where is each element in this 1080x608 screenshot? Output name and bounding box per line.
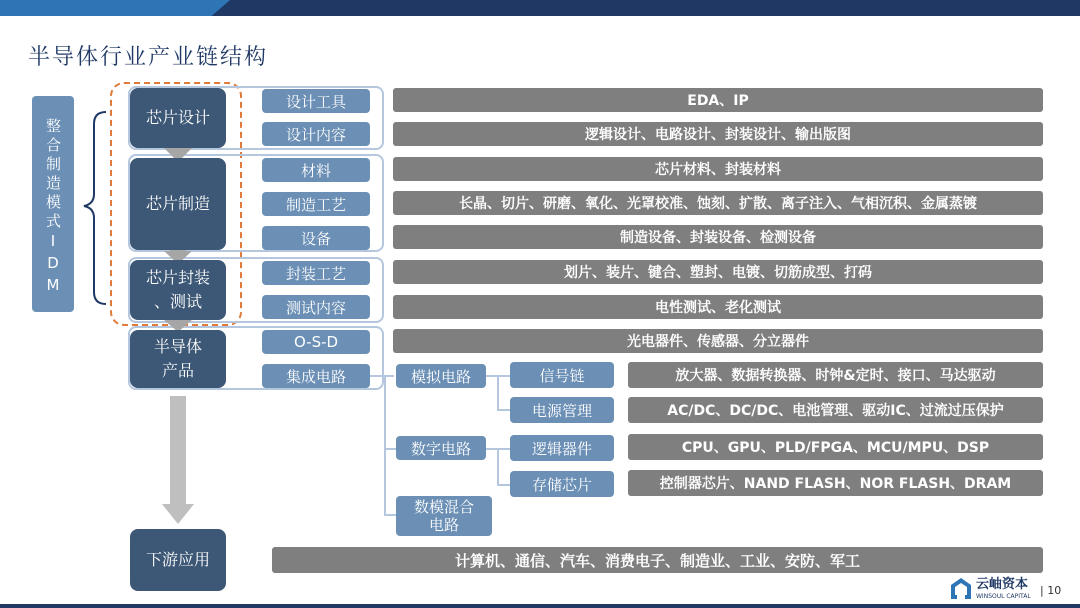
category-mixed-line2: 电路 xyxy=(428,516,459,534)
category-memory: 存储芯片 xyxy=(510,471,614,497)
category-ic: 集成电路 xyxy=(262,364,370,388)
category-logic: 逻辑器件 xyxy=(510,435,614,461)
tree-line-analog-vertical xyxy=(497,376,499,410)
stage-product xyxy=(130,330,226,388)
stage-manufacture xyxy=(130,158,226,250)
category-materials: 材料 xyxy=(262,158,370,182)
stage-downstream-label: 下游应用 xyxy=(145,550,210,569)
category-signal-chain: 信号链 xyxy=(510,362,614,388)
stage-design xyxy=(130,88,226,148)
header-accent xyxy=(0,0,230,16)
idm-label-box xyxy=(32,96,74,312)
stage-product-label-line2: 产品 xyxy=(161,361,194,380)
detail-bar-downstream: 计算机、通信、汽车、消费电子、制造业、工业、安防、军工 xyxy=(272,547,1043,573)
logo-text: 云岫资本 xyxy=(976,577,1029,592)
category-test-content: 测试内容 xyxy=(262,295,370,319)
detail-bar-logic: CPU、GPU、PLD/FPGA、MCU/MPU、DSP xyxy=(628,434,1043,460)
detail-bar-power-mgmt: AC/DC、DC/DC、电池管理、驱动IC、过流过压保护 xyxy=(628,397,1043,423)
stage-package-label-line2: 、测试 xyxy=(153,292,202,311)
detail-bar-signal-chain: 放大器、数据转换器、时钟&定时、接口、马达驱动 xyxy=(628,362,1043,388)
page-number: | 10 xyxy=(1040,584,1062,597)
stage-design-label: 芯片设计 xyxy=(145,108,210,127)
detail-bar-package-process: 划片、装片、键合、塑封、电镀、切筋成型、打码 xyxy=(393,260,1043,284)
idm-label: 整合制造模式IDM xyxy=(44,118,62,298)
stage-downstream xyxy=(130,529,226,591)
detail-bar-equipment: 制造设备、封装设备、检测设备 xyxy=(393,225,1043,249)
category-package-process: 封装工艺 xyxy=(262,261,370,285)
category-process: 制造工艺 xyxy=(262,192,370,216)
category-mixed-line1: 数模混合 xyxy=(413,498,474,516)
logo-subtext: WINSOUL CAPITAL xyxy=(976,593,1031,600)
tree-line-power xyxy=(497,409,510,411)
tree-line-mixed xyxy=(384,514,396,516)
tree-line-ic-vertical xyxy=(384,376,386,516)
tree-line-memory xyxy=(497,484,510,486)
category-equipment: 设备 xyxy=(262,226,370,250)
detail-bar-osd: 光电器件、传感器、分立器件 xyxy=(393,329,1043,353)
stage-package-label-line1: 芯片封装 xyxy=(145,268,210,287)
footer-bar xyxy=(0,604,1080,608)
arrow-product-to-downstream xyxy=(162,396,194,526)
tree-line-digital-vertical xyxy=(497,449,499,485)
category-power-mgmt: 电源管理 xyxy=(510,397,614,423)
category-analog: 模拟电路 xyxy=(396,364,486,388)
category-digital: 数字电路 xyxy=(396,436,486,460)
tree-line-ic xyxy=(370,375,394,377)
detail-bar-process: 长晶、切片、研磨、氧化、光罩校准、蚀刻、扩散、离子注入、气相沉积、金属蒸镀 xyxy=(393,191,1043,215)
logo-icon xyxy=(950,577,972,601)
stage-package-test xyxy=(130,260,226,320)
category-design-content: 设计内容 xyxy=(262,122,370,146)
category-design-tools: 设计工具 xyxy=(262,89,370,113)
stage-manufacture-label: 芯片制造 xyxy=(145,194,210,213)
detail-bar-design-content: 逻辑设计、电路设计、封装设计、输出版图 xyxy=(393,122,1043,146)
tree-line-digital xyxy=(384,448,396,450)
detail-bar-materials: 芯片材料、封装材料 xyxy=(393,157,1043,181)
category-mixed xyxy=(396,496,492,536)
page-title: 半导体行业产业链结构 xyxy=(28,45,269,70)
stage-product-label-line1: 半导体 xyxy=(153,337,202,356)
category-osd: O-S-D xyxy=(262,330,370,354)
idm-bracket xyxy=(78,108,112,308)
detail-bar-memory: 控制器芯片、NAND FLASH、NOR FLASH、DRAM xyxy=(628,470,1043,496)
detail-bar-test-content: 电性测试、老化测试 xyxy=(393,295,1043,319)
detail-bar-eda: EDA、IP xyxy=(393,88,1043,112)
